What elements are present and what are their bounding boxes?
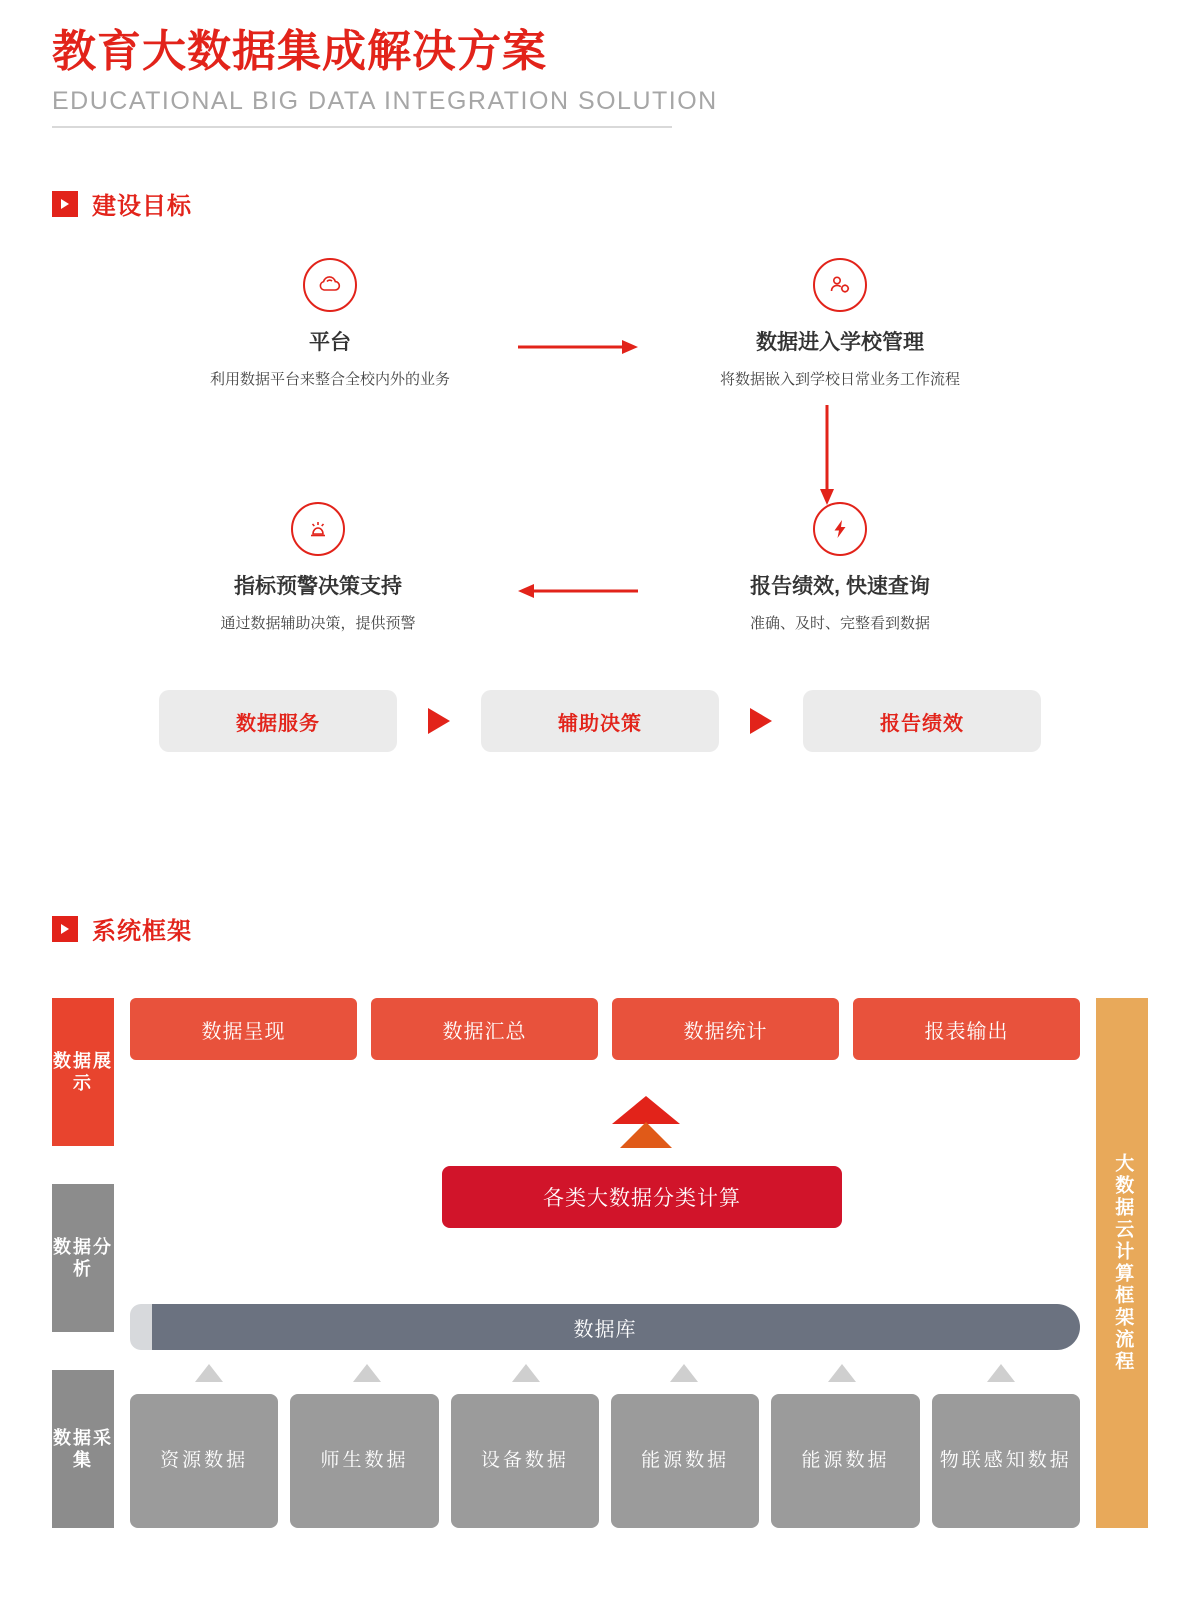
goal-desc: 准确、及时、完整看到数据	[749, 615, 930, 632]
user-gear-icon	[813, 258, 867, 312]
database-bar[interactable]: 数据库	[130, 1304, 1080, 1350]
system-framework-diagram	[52, 998, 1148, 1528]
data-source-card[interactable]: 设备数据	[451, 1394, 599, 1528]
arrow-right-icon	[518, 338, 638, 361]
pill-data-service[interactable]: 数据服务	[159, 690, 397, 752]
display-card[interactable]: 数据统计	[612, 998, 839, 1060]
goal-title: 数据进入学校管理	[756, 331, 924, 354]
process-pill-row	[0, 690, 1200, 752]
source-arrow-row	[130, 1362, 1080, 1384]
framework-body	[130, 998, 1080, 1528]
page-header	[0, 0, 1200, 128]
goal-item-platform	[120, 258, 540, 389]
data-source-card[interactable]: 资源数据	[130, 1394, 278, 1528]
cloud-framework-band: 大数据云计算框架流程	[1096, 998, 1148, 1528]
chevron-right-icon	[52, 191, 78, 217]
triangle-right-icon	[719, 706, 803, 736]
display-card[interactable]: 数据呈现	[130, 998, 357, 1060]
arrow-down-icon	[818, 405, 836, 510]
database-cylinder-cap	[130, 1304, 152, 1350]
arrow-left-icon	[518, 582, 638, 605]
alarm-light-icon	[291, 502, 345, 556]
goal-desc: 通过数据辅助决策，提供预警	[220, 615, 416, 632]
title-divider	[52, 126, 672, 128]
goal-diagram	[0, 240, 1200, 660]
section-heading-framework	[52, 911, 192, 946]
display-card-row	[130, 998, 1080, 1060]
chevron-right-icon	[52, 916, 78, 942]
section-heading-goal	[52, 186, 192, 221]
arrow-up-icon	[447, 1362, 605, 1384]
data-source-card[interactable]: 能源数据	[611, 1394, 759, 1528]
arrow-up-icon	[605, 1362, 763, 1384]
goal-item-warning-support	[108, 502, 528, 633]
lightning-bolt-icon	[813, 502, 867, 556]
section-title-framework: 系统框架	[92, 918, 192, 945]
arrow-up-icon	[763, 1362, 921, 1384]
pill-report-performance[interactable]: 报告绩效	[803, 690, 1041, 752]
page-subtitle: EDUCATIONAL BIG DATA INTEGRATION SOLUTION	[52, 86, 718, 115]
arrow-up-icon	[922, 1362, 1080, 1384]
layer-label-collection: 数据采集	[52, 1370, 114, 1528]
arrow-up-icon	[288, 1362, 446, 1384]
section-title-goal: 建设目标	[92, 193, 192, 220]
data-source-card[interactable]: 物联感知数据	[932, 1394, 1080, 1528]
pill-decision-support[interactable]: 辅助决策	[481, 690, 719, 752]
cloud-icon	[303, 258, 357, 312]
display-card[interactable]: 数据汇总	[371, 998, 598, 1060]
data-source-row	[130, 1394, 1080, 1528]
layer-label-analysis: 数据分析	[52, 1184, 114, 1332]
triangle-right-icon	[397, 706, 481, 736]
calculation-bar[interactable]: 各类大数据分类计算	[442, 1166, 842, 1228]
goal-desc: 利用数据平台来整合全校内外的业务	[209, 371, 450, 388]
goal-desc: 将数据嵌入到学校日常业务工作流程	[719, 371, 960, 388]
goal-title: 报告绩效, 快速查询	[750, 575, 930, 598]
data-source-card[interactable]: 师生数据	[290, 1394, 438, 1528]
goal-item-report-performance	[630, 502, 1050, 633]
goal-title: 指标预警决策支持	[234, 575, 402, 598]
page-title: 教育大数据集成解决方案	[52, 27, 547, 76]
double-arrow-up-icon	[610, 1096, 682, 1159]
arrow-up-icon	[130, 1362, 288, 1384]
goal-item-school-management	[630, 258, 1050, 389]
layer-label-display: 数据展示	[52, 998, 114, 1146]
data-source-card[interactable]: 能源数据	[771, 1394, 919, 1528]
goal-title: 平台	[309, 331, 351, 354]
display-card[interactable]: 报表输出	[853, 998, 1080, 1060]
